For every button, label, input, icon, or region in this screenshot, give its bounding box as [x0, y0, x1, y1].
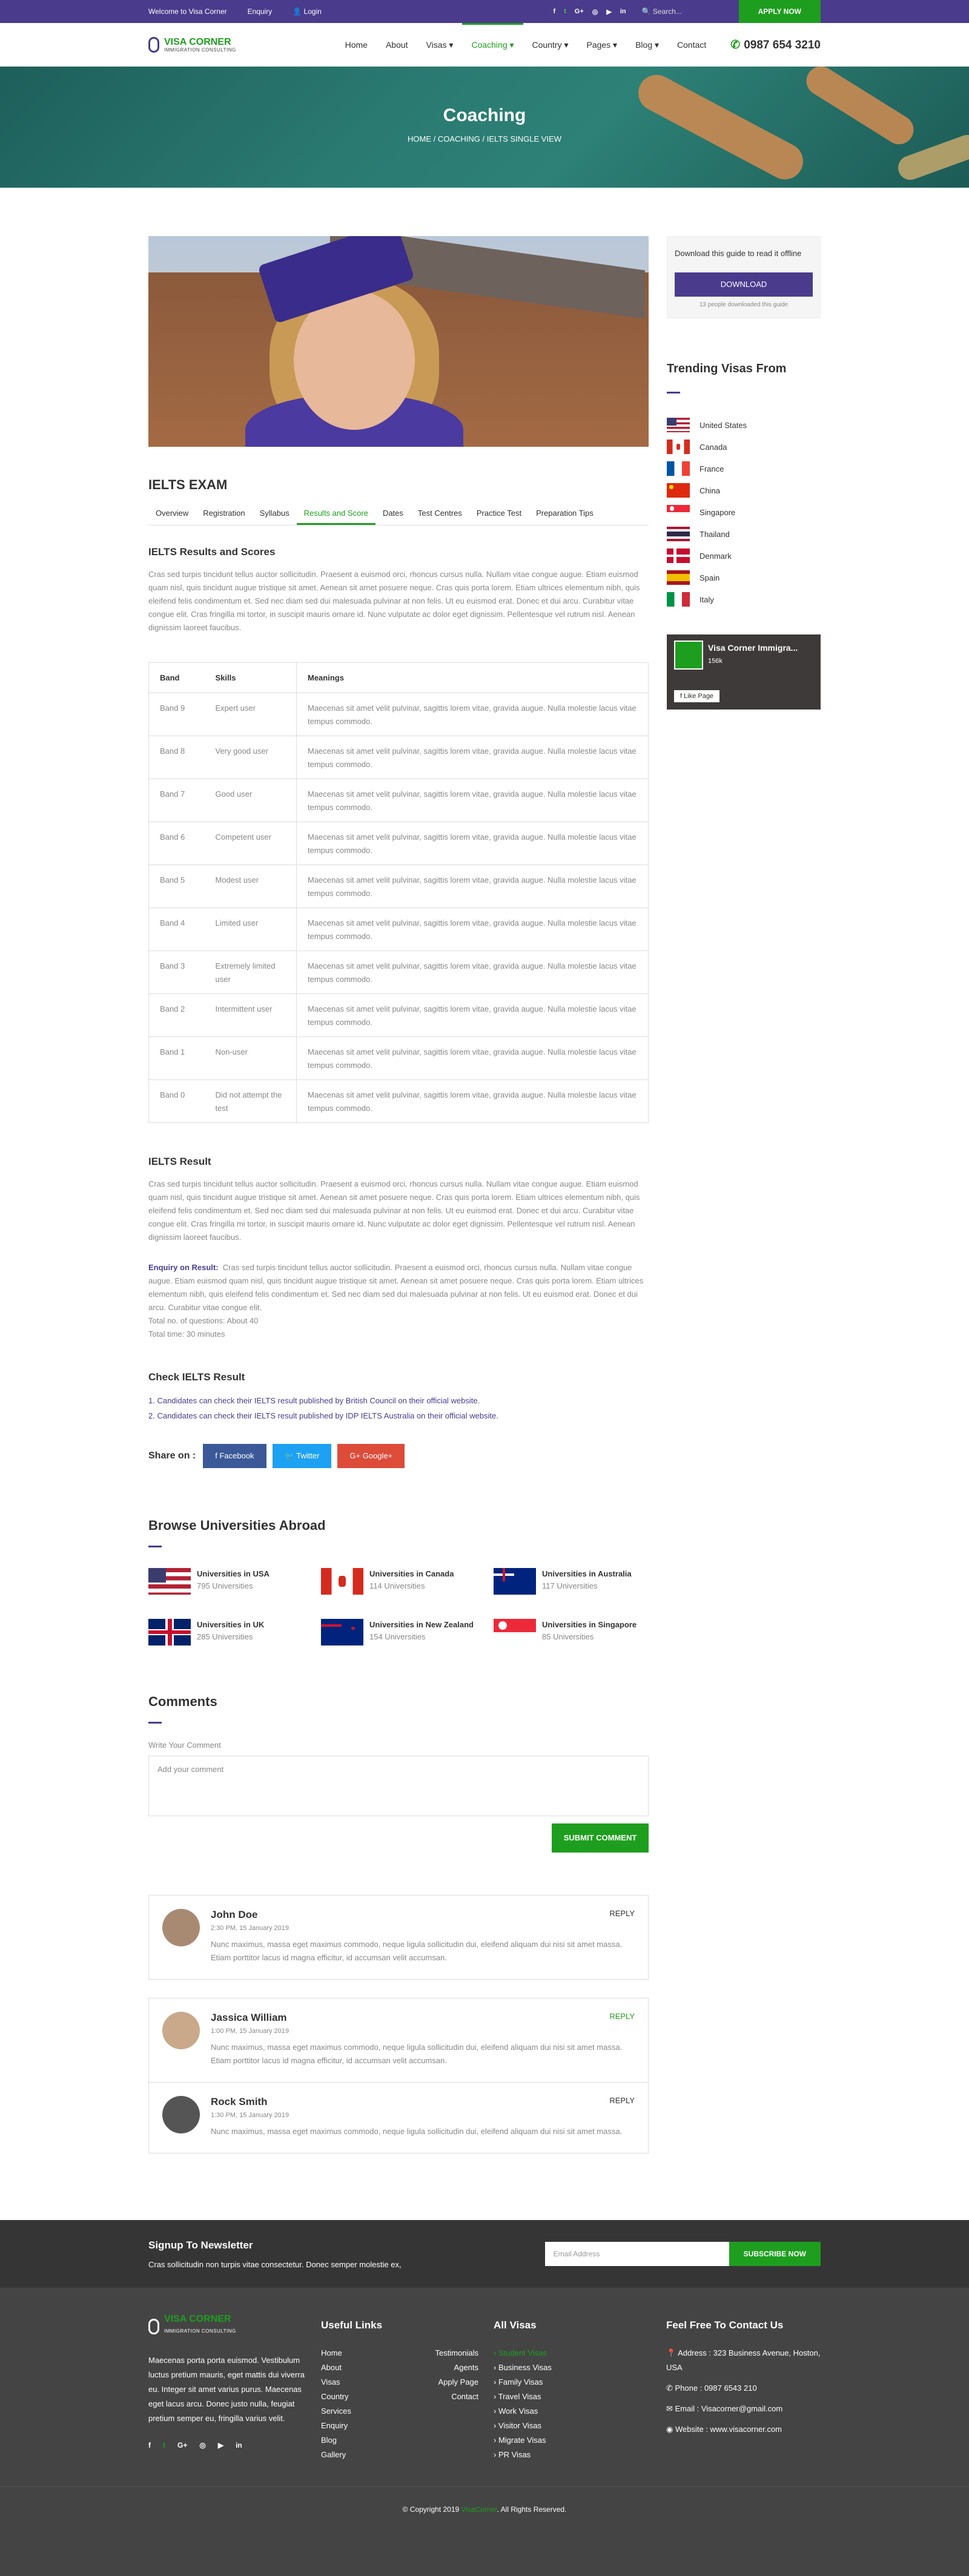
comments-heading: Comments [148, 1694, 217, 1709]
check-link[interactable]: 1. Candidates can check their IELTS result published by British Council on their official website. [148, 1396, 480, 1405]
linkedin-icon[interactable]: in [620, 7, 626, 15]
skill-cell: Did not attempt the test [205, 1080, 297, 1123]
avatar [162, 1909, 200, 1946]
university-count: 154 Universities [369, 1632, 426, 1641]
page-title: Coaching [443, 105, 526, 125]
reply-button[interactable]: REPLY [609, 1909, 635, 1918]
footer-link[interactable]: Agents [454, 2363, 478, 2372]
share-google-button[interactable]: G+ Google+ [337, 1444, 405, 1468]
meaning-cell: Maecenas sit amet velit pulvinar, sagittis lorem vitae, gravida augue. Nulla molestie lacus vitae tempus commodo. [297, 908, 649, 951]
table-row [149, 951, 649, 994]
comment-author: Rock Smith [211, 2096, 268, 2107]
footer-link[interactable]: Blog [321, 2436, 337, 2445]
footer-link[interactable]: Home [321, 2348, 342, 2357]
footer-logo[interactable]: VISA CORNER IMMIGRATION CONSULTING [148, 2314, 321, 2339]
band-cell: Band 7 [149, 779, 205, 822]
visa-link[interactable]: › Family Visas [494, 2377, 543, 2387]
footer-link[interactable]: Country [321, 2392, 349, 2401]
footer-link[interactable]: About [321, 2363, 342, 2372]
comment-text: Nunc maximus, massa eget maximus commodo, neque ligula sollicitudin dui, eleifend aliquam dui nisi sit amet massa. [211, 2127, 623, 2136]
comment-author: John Doe [211, 1909, 258, 1920]
chevron-right-icon: › [494, 2450, 498, 2459]
download-text: Download this guide to read it offline [675, 249, 802, 258]
avatar [162, 2096, 200, 2133]
skill-cell: Competent user [205, 822, 297, 865]
table-row [149, 693, 649, 736]
apply-now-button[interactable]: APPLY NOW [739, 0, 821, 23]
footer-about [148, 2312, 321, 2462]
instagram-icon[interactable]: ◎ [592, 8, 598, 16]
band-cell: Band 2 [149, 994, 205, 1037]
visa-link[interactable]: › Business Visas [494, 2363, 552, 2372]
phone-icon: ✆ [730, 38, 741, 51]
country-list [667, 414, 821, 610]
location-pin-icon [148, 37, 159, 53]
brand-tagline: IMMIGRATION CONSULTING [164, 47, 236, 53]
chevron-right-icon: › [494, 2348, 498, 2357]
table-row [149, 779, 649, 822]
main-nav [0, 23, 969, 67]
comment-author: Jassica William [211, 2012, 287, 2023]
google-plus-icon[interactable]: G+ [177, 2441, 188, 2449]
uk-flag-icon [148, 1619, 191, 1645]
chevron-right-icon: › [494, 2421, 498, 2430]
check-list [148, 1393, 649, 1423]
footer-link[interactable]: Enquiry [321, 2421, 348, 2430]
youtube-icon[interactable]: ▶ [606, 8, 612, 16]
logo[interactable] [148, 37, 236, 53]
twitter-icon[interactable]: t [163, 2441, 165, 2449]
check-link[interactable]: 2. Candidates can check their IELTS result published by IDP IELTS Australia on their official website. [148, 1411, 498, 1420]
instagram-icon[interactable]: ◎ [199, 2441, 206, 2449]
france-flag-icon [667, 461, 690, 476]
band-cell: Band 4 [149, 908, 205, 951]
china-flag-icon [667, 483, 690, 498]
enquiry-label: Enquiry on Result: [148, 1263, 219, 1272]
university-item[interactable] [321, 1568, 494, 1595]
country-item[interactable] [667, 567, 821, 588]
page-logo [674, 641, 703, 670]
footer-link[interactable]: Contact [451, 2392, 478, 2401]
column-header: Skills [205, 663, 297, 693]
tab-preparation-tips[interactable]: Preparation Tips [536, 509, 594, 518]
tab-test-centres[interactable]: Test Centres [417, 509, 462, 518]
avatar [162, 2012, 200, 2049]
header-phone[interactable]: ✆ 0987 654 3210 [730, 38, 821, 51]
university-name: Universities in UK [197, 1620, 265, 1629]
university-count: 117 Universities [542, 1581, 598, 1590]
write-comment-label: Write Your Comment [148, 1741, 221, 1750]
divider [148, 1722, 162, 1724]
top-search-input[interactable]: 🔍 Search... [641, 7, 682, 16]
band-cell: Band 5 [149, 865, 205, 908]
globe-icon: ◉ [666, 2425, 675, 2434]
skill-cell: Expert user [205, 693, 297, 736]
results-heading: IELTS Results and Scores [148, 546, 276, 558]
brand-name: VISA CORNER [164, 36, 231, 47]
nav-item-coaching[interactable]: Coaching ▾ [462, 23, 523, 67]
university-name: Universities in Singapore [542, 1620, 637, 1629]
divider [667, 392, 680, 394]
trending-visas [667, 362, 821, 610]
canada-flag-icon [667, 440, 690, 454]
band-cell: Band 8 [149, 736, 205, 779]
footer-email: ✉ Email : Visacorner@gmail.com [666, 2404, 783, 2413]
result-text: Cras sed turpis tincidunt tellus auctor sollicitudin. Praesent a euismod orci, rhoncus cursus nulla. Nullam vitae congue augue. Etiam euismod quam nisl, quis tincidunt augue tristique sit amet. Aenean sit amet posuere neque. Cras quis porta lorem. Etiam ultrices elementum nibh, quis eleifend felis condimentum et. Sed nec diam sed dui malesuada pulvinar at non felis. Ut eu euismod erat. Donec et dui arcu. Curabitur vitae congue elit. Cras fringilla mi tortor, in suscipit mauris ornare id. Nunc vulputate ac dolor eget dignissim. Pellentesque vel rutrum nisl. Aenean dignissim laoreet faucibus. [148, 1179, 640, 1242]
table-row [149, 865, 649, 908]
subscribe-button[interactable]: SUBSCRIBE NOW [729, 2242, 821, 2266]
universities-grid [148, 1568, 649, 1645]
fb-like-button[interactable]: f Like Page [674, 690, 719, 702]
graduate-photo [148, 236, 649, 447]
singapore-flag-icon [667, 505, 690, 519]
column-header: Meanings [297, 663, 649, 693]
skill-cell: Modest user [205, 865, 297, 908]
meaning-cell: Maecenas sit amet velit pulvinar, sagittis lorem vitae, gravida augue. Nulla molestie lacus vitae tempus commodo. [297, 865, 649, 908]
fb-page-name: Visa Corner Immigra... [708, 643, 798, 653]
canada-flag-icon [321, 1568, 363, 1595]
reply-button[interactable]: REPLY [609, 2096, 635, 2105]
footer-contact [666, 2312, 821, 2462]
comment-date: 2:30 PM, 15 January 2019 [211, 1925, 289, 1932]
nav-item-visas[interactable]: Visas ▾ [426, 40, 454, 50]
country-name: Spain [699, 573, 720, 582]
boat-image [632, 68, 809, 186]
footer-link[interactable]: Visas [321, 2377, 340, 2387]
welcome-text: Welcome to Visa Corner [148, 7, 227, 16]
skill-cell: Good user [205, 779, 297, 822]
band-cell: Band 1 [149, 1037, 205, 1080]
meaning-cell: Maecenas sit amet velit pulvinar, sagittis lorem vitae, gravida augue. Nulla molestie lacus vitae tempus commodo. [297, 1037, 649, 1080]
universities-heading: Browse Universities Abroad [148, 1518, 326, 1533]
comment-text: Nunc maximus, massa eget maximus commodo, neque ligula sollicitudin dui, eleifend aliquam dui nisi sit amet massa. Etiam porttitor lacus id magna efficitur, id accumsan velit accumsan. [211, 2043, 623, 2065]
download-box [667, 236, 821, 318]
meaning-cell: Maecenas sit amet velit pulvinar, sagittis lorem vitae, gravida augue. Nulla molestie lacus vitae tempus commodo. [297, 693, 649, 736]
youtube-icon[interactable]: ▶ [217, 2441, 224, 2449]
skill-cell: Intermittent user [205, 994, 297, 1037]
email-input[interactable]: Email Address [545, 2242, 729, 2266]
facebook-widget[interactable] [667, 634, 821, 710]
comment [148, 1998, 649, 2082]
comment-date: 1:30 PM, 15 January 2019 [211, 2112, 289, 2119]
location-pin-icon [148, 2319, 159, 2334]
country-item[interactable] [667, 523, 821, 545]
comment-list [148, 1895, 649, 2153]
chevron-right-icon: › [494, 2363, 498, 2372]
band-cell: Band 3 [149, 951, 205, 994]
meaning-cell: Maecenas sit amet velit pulvinar, sagittis lorem vitae, gravida augue. Nulla molestie lacus vitae tempus commodo. [297, 994, 649, 1037]
band-cell: Band 9 [149, 693, 205, 736]
twitter-icon[interactable]: t [564, 7, 566, 15]
exam-tabs [148, 504, 649, 525]
italy-flag-icon [667, 592, 690, 607]
meaning-cell: Maecenas sit amet velit pulvinar, sagittis lorem vitae, gravida augue. Nulla molestie lacus vitae tempus commodo. [297, 736, 649, 779]
meaning-cell: Maecenas sit amet velit pulvinar, sagittis lorem vitae, gravida augue. Nulla molestie lacus vitae tempus commodo. [297, 951, 649, 994]
trending-heading: Trending Visas From [667, 362, 787, 375]
check-heading: Check IELTS Result [148, 1371, 245, 1383]
visas-heading: All Visas [494, 2319, 537, 2331]
menu [336, 23, 716, 67]
column-header: Band [149, 663, 205, 693]
visa-link[interactable]: › Visitor Visas [494, 2421, 542, 2430]
band-cell: Band 0 [149, 1080, 205, 1123]
country-item[interactable] [667, 414, 821, 436]
login-link[interactable]: 👤 Login [293, 7, 322, 16]
country-name: Thailand [699, 529, 730, 539]
tab-registration[interactable]: Registration [203, 509, 245, 518]
share-facebook-button[interactable]: f Facebook [203, 1444, 266, 1468]
university-count: 795 Universities [197, 1581, 253, 1590]
breadcrumb[interactable]: HOME / COACHING / IELTS SINGLE VIEW [407, 134, 562, 143]
australia-flag-icon [494, 1568, 536, 1595]
usa-flag-icon [148, 1568, 191, 1595]
meaning-cell: Maecenas sit amet velit pulvinar, sagittis lorem vitae, gravida augue. Nulla molestie lacus vitae tempus commodo. [297, 779, 649, 822]
university-name: Universities in Canada [369, 1569, 454, 1578]
nav-item-blog[interactable]: Blog ▾ [635, 40, 660, 50]
results-text: Cras sed turpis tincidunt tellus auctor sollicitudin. Praesent a euismod orci, rhoncus cursus nulla. Nullam vitae congue augue. Etiam euismod quam nisl, quis tincidunt augue tristique sit amet. Aenean sit amet posuere neque. Cras quis porta lorem. Etiam ultrices elementum nibh, quis eleifend felis condimentum et. Sed nec diam sed dui malesuada pulvinar at non felis. Ut eu euismod erat. Donec et dui arcu. Curabitur vitae congue elit. Cras fringilla mi tortor, in suscipit mauris ornare id. Nunc vulputate ac dolor eget dignissim. Pellentesque vel rutrum nisl. Aenean dignissim laoreet faucibus. [148, 570, 640, 632]
tab-syllabus[interactable]: Syllabus [259, 509, 289, 518]
share-bar [148, 1444, 649, 1468]
footer-link[interactable]: Services [321, 2406, 351, 2416]
skill-cell: Extremely limited user [205, 951, 297, 994]
tab-results-and-score[interactable]: Results and Score [297, 504, 375, 525]
facebook-icon[interactable]: f [148, 2441, 151, 2449]
footer-phone: ✆ Phone : 0987 6543 210 [666, 2383, 757, 2393]
nav-item-contact[interactable]: Contact [677, 40, 707, 50]
visa-link[interactable]: › PR Visas [494, 2450, 531, 2459]
meaning-cell: Maecenas sit amet velit pulvinar, sagittis lorem vitae, gravida augue. Nulla molestie lacus vitae tempus commodo. [297, 1080, 649, 1123]
comment-input[interactable]: Add your comment [148, 1756, 649, 1816]
exam-title: IELTS EXAM [148, 477, 228, 492]
visa-link[interactable]: › Travel Visas [494, 2392, 541, 2401]
email-icon: ✉ [666, 2404, 675, 2413]
top-bar [0, 0, 969, 23]
comments-section [148, 1694, 649, 2153]
university-count: 85 Universities [542, 1632, 594, 1641]
enquiry-link[interactable]: Enquiry [247, 7, 273, 16]
total-time: Total time: 30 minutes [148, 1329, 225, 1339]
download-count: 13 people downloaded this guide [699, 301, 789, 308]
university-name: Universities in USA [197, 1569, 270, 1578]
nz-flag-icon [321, 1619, 363, 1645]
tab-overview[interactable]: Overview [156, 509, 189, 518]
country-item[interactable] [667, 479, 821, 501]
footer-address: 📍 Address : 323 Business Avenue, Hoston, USA [666, 2348, 821, 2372]
reply-button[interactable]: REPLY [609, 2012, 635, 2021]
table-row [149, 908, 649, 951]
divider [148, 1546, 162, 1547]
tab-practice-test[interactable]: Practice Test [476, 509, 522, 518]
meaning-cell: Maecenas sit amet velit pulvinar, sagittis lorem vitae, gravida augue. Nulla molestie lacus vitae tempus commodo. [297, 822, 649, 865]
nav-item-home[interactable]: Home [345, 40, 368, 50]
country-name: Denmark [699, 551, 732, 561]
country-item[interactable] [667, 458, 821, 479]
bands-table [148, 662, 649, 1123]
skill-cell: Limited user [205, 908, 297, 951]
country-item[interactable] [667, 436, 821, 458]
footer-social [148, 2438, 321, 2452]
country-name: Singapore [699, 507, 736, 517]
chevron-right-icon: › [494, 2377, 498, 2387]
social-links [553, 8, 626, 16]
footer-link[interactable]: Testimonials [435, 2348, 478, 2357]
page-hero [0, 67, 969, 188]
country-name: Italy [699, 595, 714, 604]
copyright-brand-link[interactable]: VisaCorner [461, 2505, 497, 2514]
university-item[interactable] [321, 1619, 494, 1645]
newsletter-subtitle: Cras sollicitudin non turpis vitae consectetur. Donec semper molestie ex, [148, 2259, 402, 2269]
visa-link[interactable]: › Migrate Visas [494, 2436, 546, 2445]
comment-text: Nunc maximus, massa eget maximus commodo, neque ligula sollicitudin dui, eleifend aliquam dui nisi sit amet massa. Etiam porttitor lacus id magna efficitur, id accumsan velit accumsan. [211, 1940, 623, 1962]
university-item[interactable] [494, 1568, 666, 1595]
footer-link[interactable]: Apply Page [438, 2377, 478, 2387]
comment [148, 2082, 649, 2153]
table-row [149, 736, 649, 779]
university-count: 285 Universities [197, 1632, 253, 1641]
skill-cell: Very good user [205, 736, 297, 779]
visa-link[interactable]: › Work Visas [494, 2406, 538, 2416]
fb-likes: 156k [708, 657, 723, 665]
user-icon: 👤 [293, 7, 304, 16]
university-item[interactable] [148, 1568, 321, 1595]
submit-comment-button[interactable]: SUBMIT COMMENT [552, 1823, 649, 1853]
university-name: Universities in Australia [542, 1569, 632, 1578]
enquiry-text: Cras sed turpis tincidunt tellus auctor sollicitudin. Praesent a euismod orci, rhoncus cursus nulla. Nullam vitae congue augue. Etiam euismod quam nisl, quis tincidunt augue tristique sit amet. Aenean sit amet posuere neque. Cras quis porta lorem. Etiam ultrices elementum nibh, quis eleifend felis condimentum et. Sed nec diam sed dui malesuada pulvinar at non felis. Ut eu euismod erat. Donec et dui arcu. Curabitur vitae congue elit. [148, 1263, 644, 1312]
country-item[interactable] [667, 588, 821, 610]
phone-icon: ✆ [666, 2383, 675, 2393]
chevron-right-icon: › [494, 2392, 498, 2401]
facebook-icon: f [680, 693, 684, 700]
newsletter [0, 2220, 969, 2288]
skill-cell: Non-user [205, 1037, 297, 1080]
share-twitter-button[interactable]: 🐦 Twitter [273, 1444, 332, 1468]
nav-item-about[interactable]: About [385, 40, 408, 50]
location-icon: 📍 [666, 2348, 678, 2357]
table-row [149, 1080, 649, 1123]
nav-item-pages[interactable]: Pages ▾ [586, 40, 618, 50]
country-name: France [699, 464, 724, 473]
visa-link[interactable]: › Student Visas [494, 2348, 547, 2357]
band-cell: Band 6 [149, 822, 205, 865]
sidebar [667, 236, 821, 2153]
country-item[interactable] [667, 545, 821, 567]
comment-date: 1:00 PM, 15 January 2019 [211, 2028, 289, 2035]
singapore-flag-icon [494, 1619, 536, 1645]
nav-item-country[interactable]: Country ▾ [532, 40, 569, 50]
country-name: Canada [699, 442, 727, 452]
linkedin-icon[interactable]: in [236, 2441, 242, 2449]
newsletter-title: Signup To Newsletter [148, 2239, 253, 2251]
chevron-right-icon: › [494, 2406, 498, 2416]
table-row [149, 994, 649, 1037]
footer-link[interactable]: Gallery [321, 2450, 346, 2459]
comment [148, 1895, 649, 1980]
download-button[interactable]: DOWNLOAD [675, 272, 813, 297]
contact-heading: Feel Free To Contact Us [666, 2319, 784, 2331]
table-row [149, 822, 649, 865]
google-plus-icon[interactable]: G+ [574, 7, 584, 15]
spain-flag-icon [667, 570, 690, 585]
useful-heading: Useful Links [321, 2319, 383, 2331]
footer-visas [494, 2312, 666, 2462]
university-name: Universities in New Zealand [369, 1620, 474, 1629]
share-label: Share on : [148, 1451, 196, 1461]
denmark-flag-icon [667, 548, 690, 563]
table-row [149, 1037, 649, 1080]
questions-count: Total no. of questions: About 40 [148, 1316, 259, 1325]
university-item[interactable] [148, 1619, 321, 1645]
footer-useful-links [321, 2312, 494, 2462]
main-content [148, 236, 649, 2153]
chevron-right-icon: › [494, 2436, 498, 2445]
thailand-flag-icon [667, 527, 690, 541]
search-icon: 🔍 [641, 7, 653, 16]
country-name: United States [699, 420, 747, 430]
footer-website: ◉ Website : www.visacorner.com [666, 2425, 782, 2434]
university-item[interactable] [494, 1619, 666, 1645]
footer [0, 2288, 969, 2576]
tab-dates[interactable]: Dates [382, 509, 403, 518]
country-item[interactable] [667, 501, 821, 523]
copyright: © Copyright 2019 VisaCorner. All Rights Reserved. [0, 2486, 969, 2514]
enquiry-block [148, 1261, 649, 1341]
result-heading: IELTS Result [148, 1156, 211, 1167]
usa-flag-icon [667, 418, 690, 432]
country-name: China [699, 486, 720, 495]
footer-about-text: Maecenas porta porta euismod. Vestibulum luctus pretium mauris, eget mattis dui viverra eu. Integer sit amet varius purus. Maecenas eget lacus arcu. Donec justo nulla, feugiat pretium semper eu, fringilla varius velit. [148, 2356, 305, 2423]
facebook-icon[interactable]: f [553, 7, 556, 15]
university-count: 114 Universities [369, 1581, 425, 1590]
